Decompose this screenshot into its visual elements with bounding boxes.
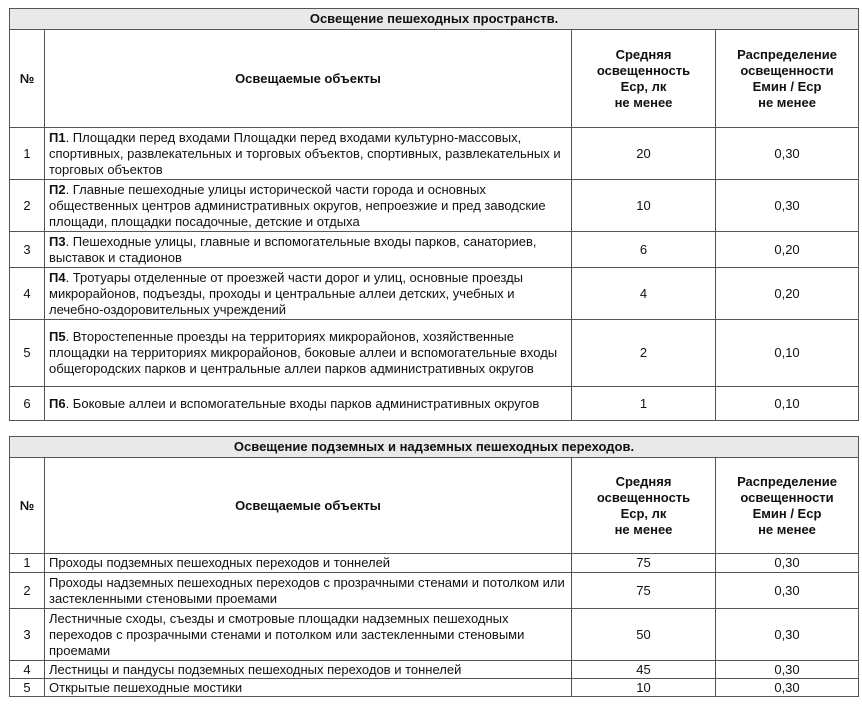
row-object: П6. Боковые аллеи и вспомогательные входы парков административных округов [45, 387, 572, 421]
row-object: Проходы подземных пешеходных переходов и тоннелей [45, 554, 572, 573]
table-row [10, 679, 859, 697]
row-average-illuminance: 2 [572, 320, 716, 387]
table-title: Освещение подземных и надземных пешеходных переходов. [10, 437, 859, 458]
row-average-illuminance: 50 [572, 609, 716, 661]
row-number: 4 [10, 268, 45, 320]
row-distribution: 0,10 [716, 320, 859, 387]
table-row [10, 320, 859, 387]
row-number: 5 [10, 320, 45, 387]
pedestrian-spaces-table [9, 8, 859, 421]
row-object: П2. Главные пешеходные улицы исторической части города и основных общественных центров административных округов, непроезжие и пред заводские площади, площадки посадочные, детские и отдыха [45, 180, 572, 232]
row-average-illuminance: 1 [572, 387, 716, 421]
row-code: П6 [49, 395, 66, 411]
row-number: 3 [10, 609, 45, 661]
row-average-illuminance: 20 [572, 128, 716, 180]
row-number: 1 [10, 554, 45, 573]
row-distribution: 0,30 [716, 180, 859, 232]
row-distribution: 0,30 [716, 573, 859, 609]
row-distribution: 0,20 [716, 232, 859, 268]
row-average-illuminance: 4 [572, 268, 716, 320]
row-code: П5 [49, 329, 66, 344]
row-distribution: 0,30 [716, 679, 859, 697]
row-number: 5 [10, 679, 45, 697]
row-object: Лестницы и пандусы подземных пешеходных переходов и тоннелей [45, 661, 572, 679]
row-number: 3 [10, 232, 45, 268]
row-code: П3 [49, 233, 66, 249]
row-object: Открытые пешеходные мостики [45, 679, 572, 697]
row-distribution: 0,30 [716, 554, 859, 573]
column-header-average-illuminance: Средняя освещенность Еср, лк не менее [572, 458, 716, 554]
row-code: П4 [49, 269, 66, 285]
table-row [10, 268, 859, 320]
table-row [10, 554, 859, 573]
row-average-illuminance: 10 [572, 180, 716, 232]
table-row [10, 387, 859, 421]
row-distribution: 0,30 [716, 128, 859, 180]
table-row [10, 609, 859, 661]
row-code: П2 [49, 181, 66, 197]
column-header-illuminance-distribution: Распределение освещенности Емин / Еср не менее [716, 458, 859, 554]
column-header-object: Освещаемые объекты [45, 30, 572, 128]
row-object: П5. Второстепенные проезды на территориях микрорайонов, хозяйственные площадки на территориях микрорайонов, боковые аллеи и вспомогательные входы общегородских парков и центральные аллеи парков административных округов [45, 320, 572, 387]
row-average-illuminance: 75 [572, 573, 716, 609]
row-number: 2 [10, 180, 45, 232]
row-number: 1 [10, 128, 45, 180]
table-row [10, 661, 859, 679]
row-number: 6 [10, 387, 45, 421]
column-header-illuminance-distribution: Распределение освещенности Емин / Еср не менее [716, 30, 859, 128]
table-title: Освещение пешеходных пространств. [10, 9, 859, 30]
row-object: П1. Площадки перед входами Площадки перед входами культурно-массовых, спортивных, развлекательных и торговых объектов, спортивных, развлекательных и торговых объектов [45, 128, 572, 180]
column-header-number: № [10, 30, 45, 128]
row-distribution: 0,30 [716, 661, 859, 679]
row-code: П1 [49, 129, 66, 145]
pedestrian-crossings-table [9, 436, 859, 697]
row-object: Лестничные сходы, съезды и смотровые площадки надземных пешеходных переходов с прозрачными стенами и потолком или застекленными стеновыми проемами [45, 609, 572, 661]
column-header-object: Освещаемые объекты [45, 458, 572, 554]
row-object: Проходы надземных пешеходных переходов с прозрачными стенами и потолком или застекленными стеновыми проемами [45, 573, 572, 609]
row-distribution: 0,20 [716, 268, 859, 320]
row-number: 2 [10, 573, 45, 609]
column-header-number: № [10, 458, 45, 554]
row-distribution: 0,30 [716, 609, 859, 661]
table-row [10, 232, 859, 268]
row-number: 4 [10, 661, 45, 679]
column-header-average-illuminance: Средняя освещенность Еср, лк не менее [572, 30, 716, 128]
row-average-illuminance: 75 [572, 554, 716, 573]
table-row [10, 128, 859, 180]
row-average-illuminance: 6 [572, 232, 716, 268]
row-object: П4. Тротуары отделенные от проезжей части дорог и улиц, основные проезды микрорайонов, подъезды, проходы и центральные аллеи детских, учебных и лечебно-оздоровительных учреждений [45, 268, 572, 320]
row-distribution: 0,10 [716, 387, 859, 421]
row-average-illuminance: 45 [572, 661, 716, 679]
table-row [10, 180, 859, 232]
row-average-illuminance: 10 [572, 679, 716, 697]
table-row [10, 573, 859, 609]
row-object: П3. Пешеходные улицы, главные и вспомогательные входы парков, санаториев, выставок и стадионов [45, 232, 572, 268]
